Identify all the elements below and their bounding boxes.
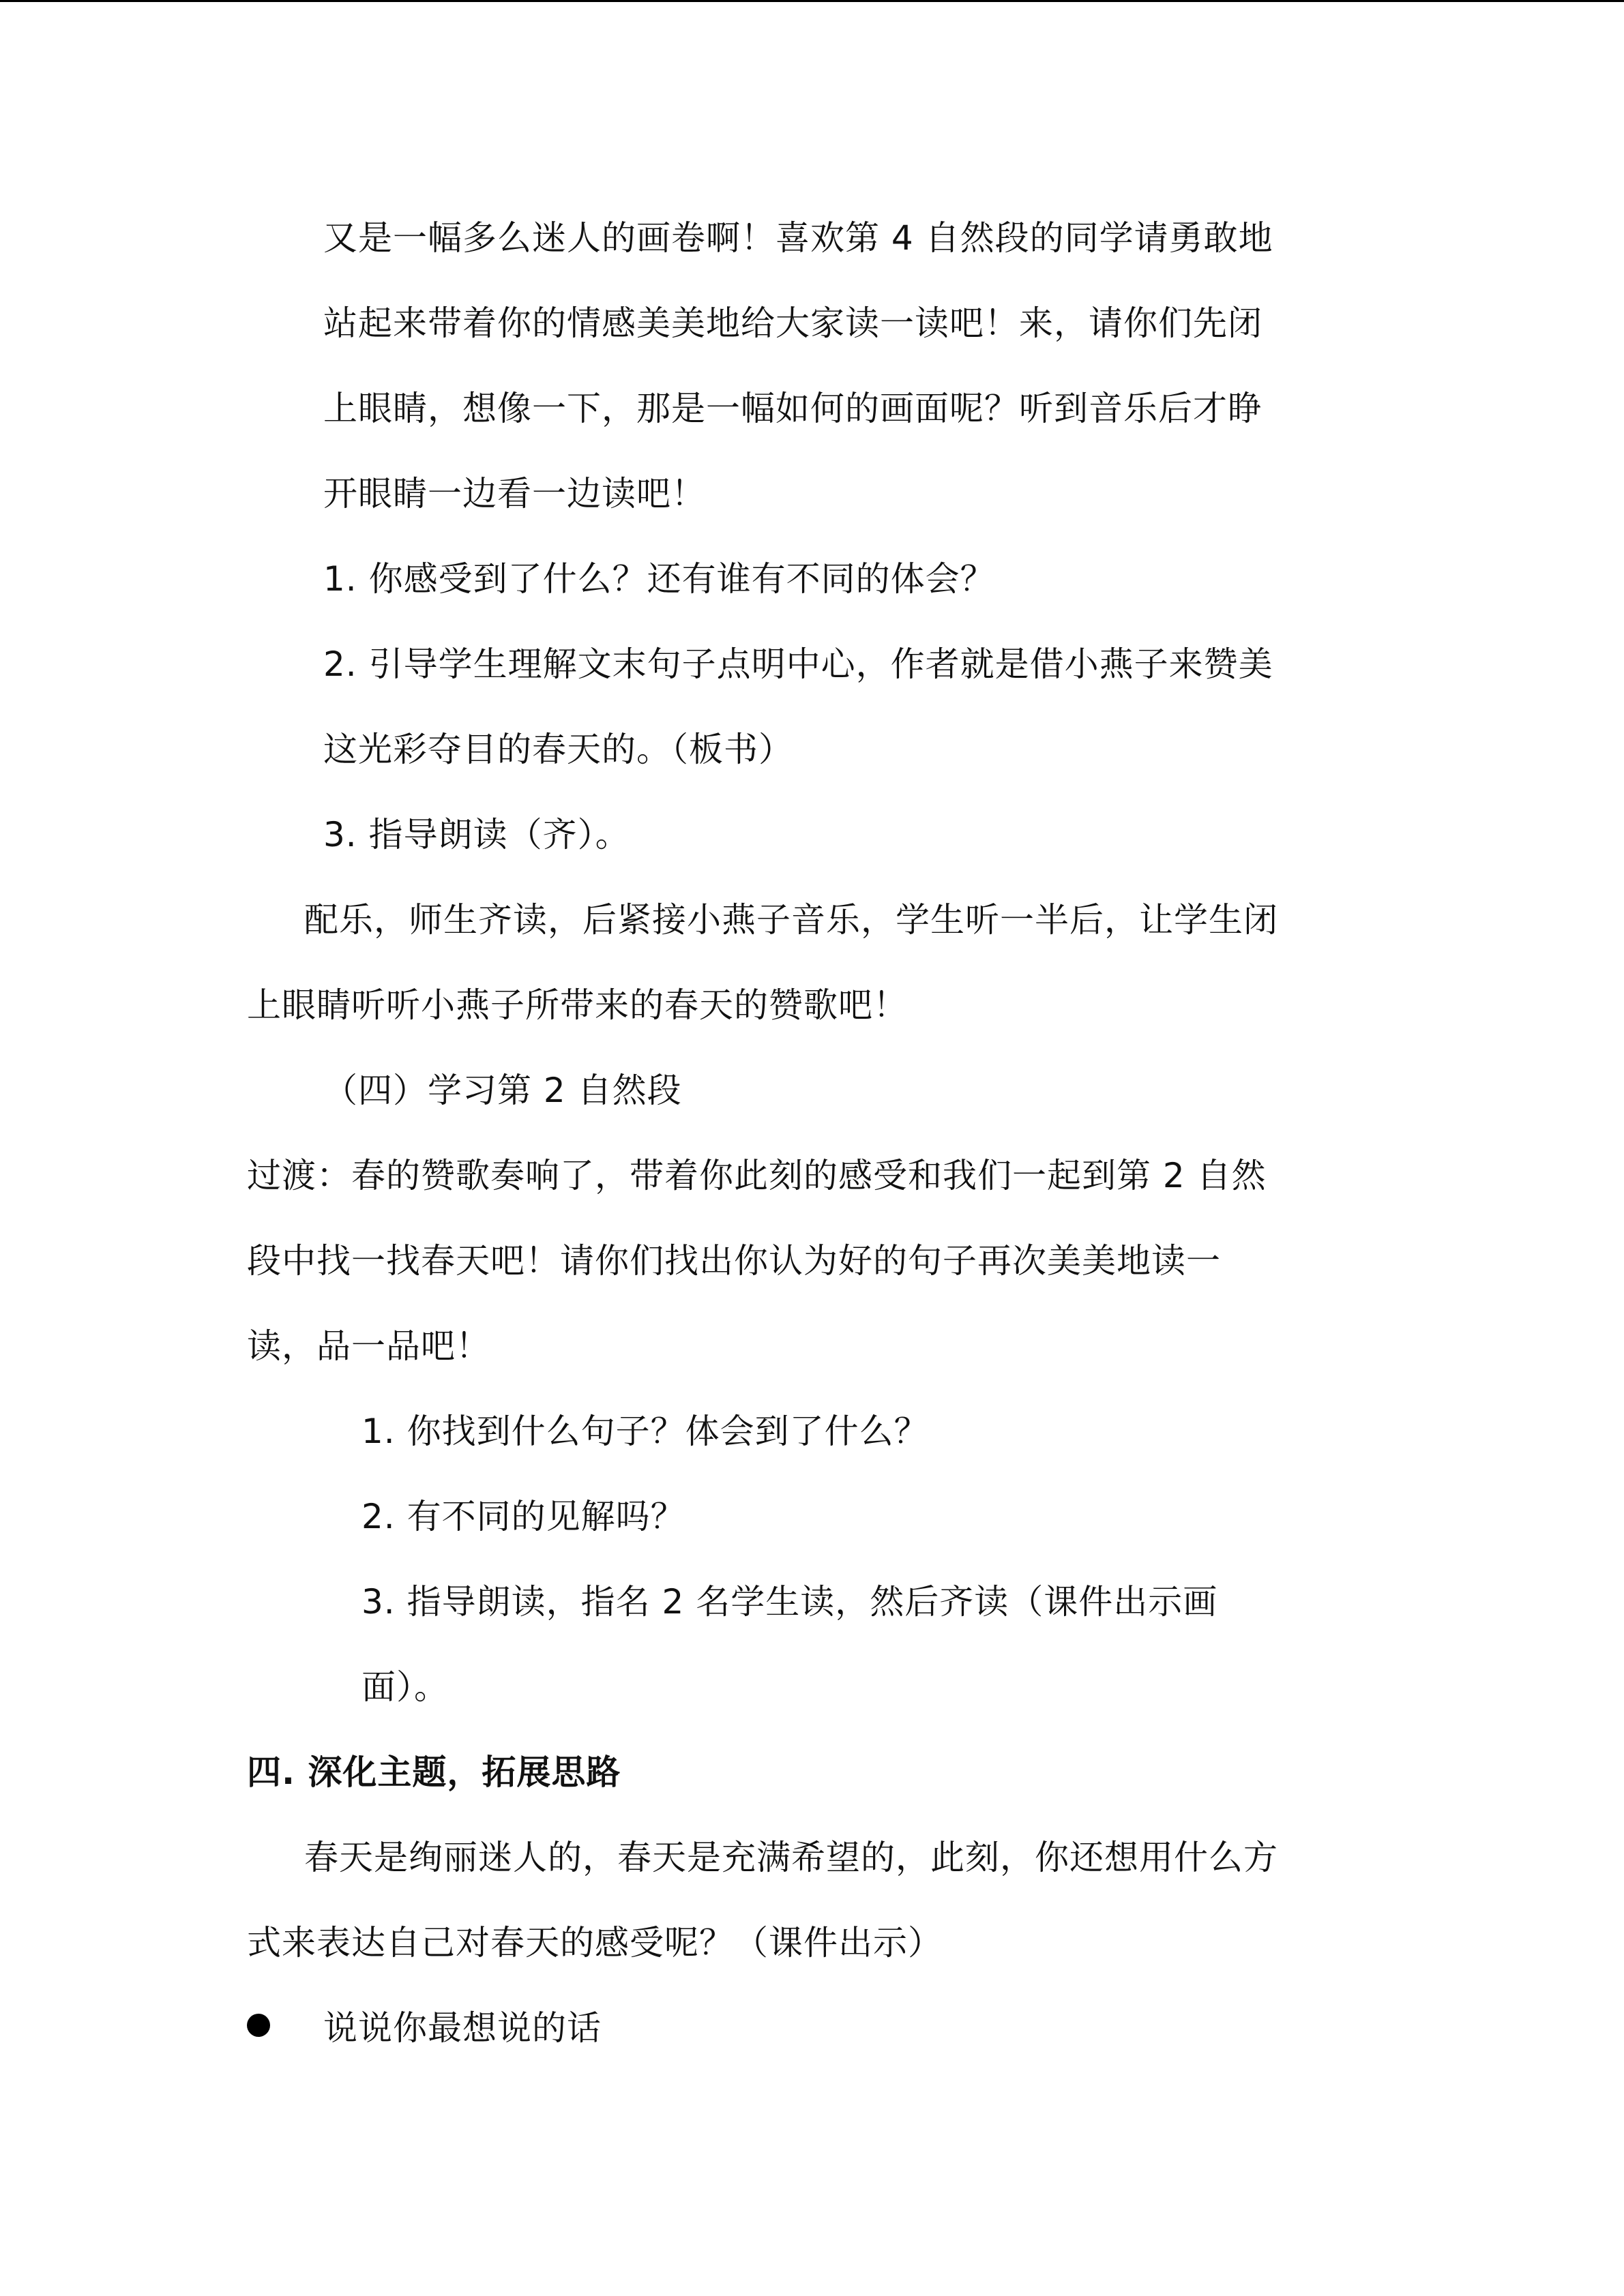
page-top-border — [0, 0, 1624, 2]
paragraph-line: 这光彩夺目的春天的。（板书） — [323, 730, 793, 769]
paragraph-line: 春天是绚丽迷人的，春天是充满希望的，此刻，你还想用什么方 — [304, 1838, 1278, 1877]
bullet-item: 说说你最想说的话 — [323, 2008, 602, 2048]
list-item: 1. 你感受到了什么？还有谁有不同的体会？ — [323, 559, 995, 599]
paragraph-line: 面）。 — [361, 1667, 449, 1707]
paragraph-line: 上眼睛听听小燕子所带来的春天的赞歌吧！ — [247, 985, 908, 1025]
list-item: 3. 指导朗读，指名 2 名学生读，然后齐读（课件出示画 — [361, 1582, 1218, 1622]
list-item: 1. 你找到什么句子？体会到了什么？ — [361, 1412, 929, 1451]
section-heading: 四. 深化主题，拓展思路 — [247, 1753, 621, 1792]
list-item: 2. 有不同的见解吗？ — [361, 1497, 685, 1536]
bullet-icon — [247, 2014, 270, 2037]
paragraph-line: 段中找一找春天吧！请你们找出你认为好的句子再次美美地读一 — [247, 1241, 1221, 1281]
list-item: 2. 引导学生理解文末句子点明中心，作者就是借小燕子来赞美 — [323, 644, 1273, 684]
paragraph-line: 过渡：春的赞歌奏响了，带着你此刻的感受和我们一起到第 2 自然 — [247, 1156, 1267, 1195]
section-subheading: （四）学习第 2 自然段 — [323, 1071, 682, 1110]
paragraph-line: 站起来带着你的情感美美地给大家读一读吧！来，请你们先闭 — [323, 303, 1263, 343]
paragraph-line: 配乐，师生齐读，后紧接小燕子音乐，学生听一半后，让学生闭 — [304, 900, 1278, 940]
paragraph-line: 读，品一品吧！ — [247, 1326, 490, 1366]
list-item: 3. 指导朗读（齐）。 — [323, 815, 630, 854]
paragraph-line: 上眼睛，想像一下，那是一幅如何的画面呢？听到音乐后才睁 — [323, 389, 1263, 428]
paragraph-line: 式来表达自己对春天的感受呢？（课件出示） — [247, 1923, 943, 1963]
paragraph-line: 开眼睛一边看一边读吧！ — [323, 474, 706, 513]
paragraph-line: 又是一幅多么迷人的画卷啊！喜欢第 4 自然段的同学请勇敢地 — [323, 218, 1273, 258]
